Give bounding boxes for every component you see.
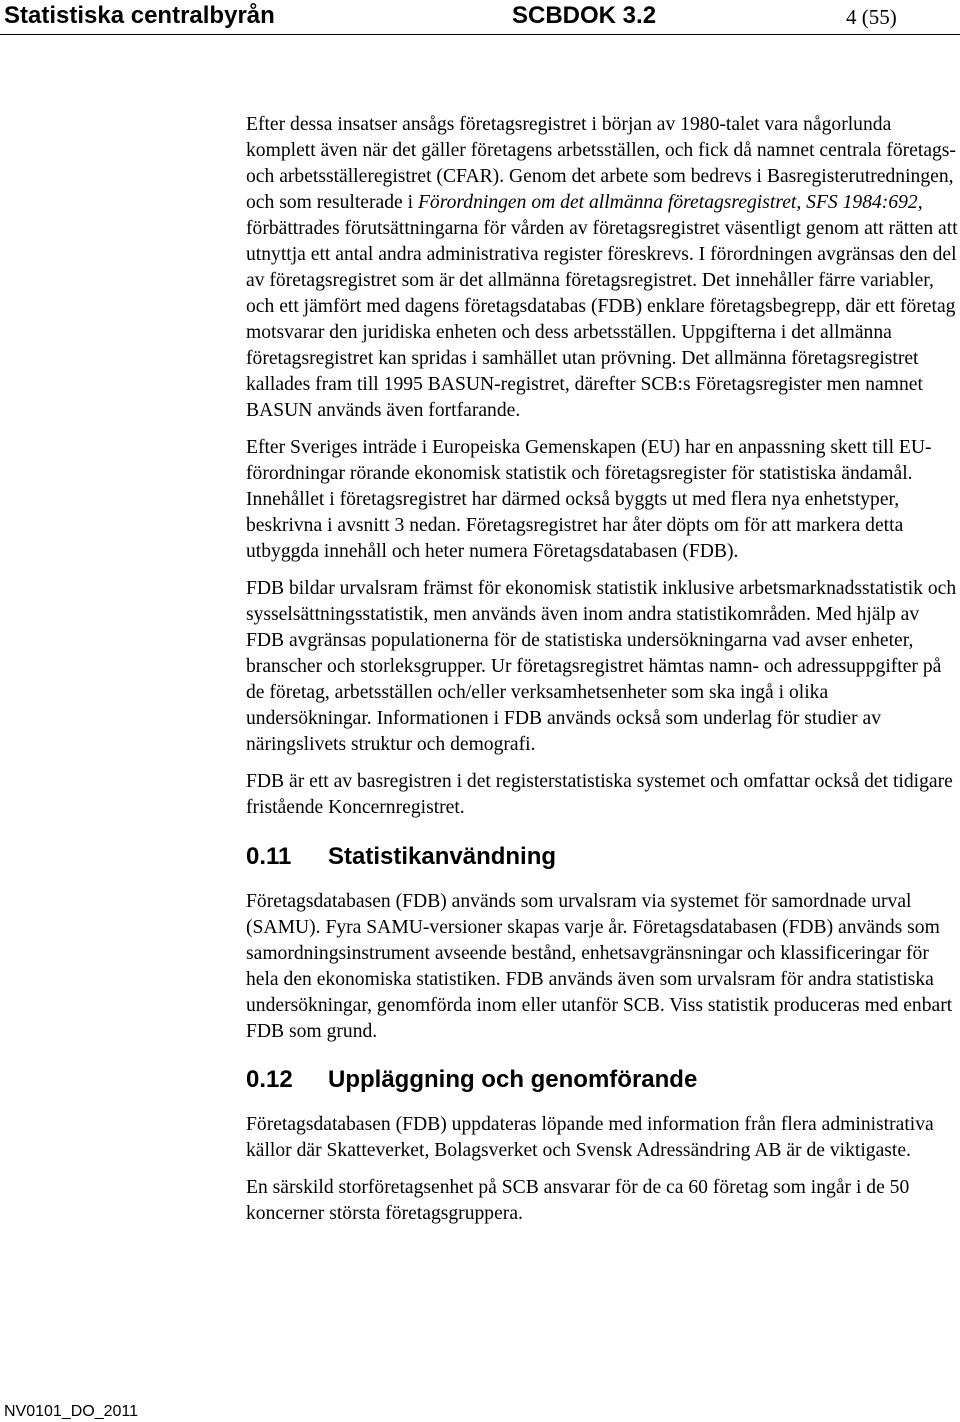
paragraph-base-register: FDB är ett av basregistren i det registerstatistiska systemet och omfattar också det tidigare fristående Koncernregistret. bbox=[246, 771, 953, 818]
document-code: SCBDOK 3.2 bbox=[512, 2, 657, 29]
paragraph-eu-adaptation: Efter Sveriges inträde i Europeiska Gemenskapen (EU) har en anpassning skett till EU-förordningar rörande ekonomisk statistik och företagsregister för statistiska ändamål. Innehållet i företagsregistret har därmed också byggts ut med flera nya enhetstyper, beskrivna i avsnitt 3 nedan. Företagsregistret har åter döpts om för att markera detta utbyggda innehåll och heter numera Företagsdatabasen (FDB). bbox=[246, 437, 932, 562]
section-heading-statistics-use bbox=[246, 842, 958, 872]
page-number: 4 (55) bbox=[846, 5, 897, 29]
section-heading-implementation bbox=[246, 1065, 958, 1095]
ordinance-title: Förordningen om det allmänna företagsregistret, SFS 1984:692 bbox=[417, 192, 918, 213]
paragraph-sources: Företagsdatabasen (FDB) uppdateras löpande med information från flera administrativa källor där Skatteverket, Bolagsverket och Svensk Adressändring AB är de viktigaste. bbox=[246, 1114, 934, 1161]
paragraph-statistics-use: Företagsdatabasen (FDB) används som urvalsram via systemet för samordnade urval (SAMU). Fyra SAMU-versioner skapas varje år. Företagsdatabasen (FDB) används som samordningsinstrument avseende bestånd, enhetsavgränsningar och klassificeringar för hela den ekonomiska statistiken. FDB används även som urvalsram för andra statistiska undersökningar, genomförda inom eller utanför SCB. Viss statistik produceras med enbart FDB som grund. bbox=[246, 891, 953, 1042]
paragraph-large-enterprises: En särskild storföretagsenhet på SCB ansvarar för de ca 60 företag som ingår i de 50 koncerner största företagsgruppera. bbox=[246, 1177, 910, 1224]
organization-name: Statistiska centralbyrån bbox=[4, 2, 275, 29]
paragraph-text: Efter dessa insatser ansågs företagsregistret i början av 1980-talet vara någorlunda komplett även när det gäller företagens arbetsställen, och fick då namnet centrala företags- och arbetsställeregistret (CFAR). Genom det arbete som bedrevs i Basregisterutredningen, och som resulterade i bbox=[246, 114, 956, 213]
paragraph-fdb-sampling-frame: FDB bildar urvalsram främst för ekonomisk statistik inklusive arbetsmarknadsstatistik och sysselsättningsstatistik, men används även inom andra statistikområden. Med hjälp av FDB avgränsas populationerna för de statistiska undersökningarna vad avser enheter, branscher och storleksgrupper. Ur företagsregistret hämtas namn- och adressuppgifter på de företag, arbetsställen och/eller verksamhetsenheter som ska ingå i olika undersökningar. Informationen i FDB används också som underlag för studier av näringslivets struktur och demografi. bbox=[246, 578, 957, 755]
document-body bbox=[246, 112, 958, 1227]
section-title: Uppläggning och genomförande bbox=[328, 1066, 698, 1093]
page-footer-code: NV0101_DO_2011 bbox=[4, 1403, 139, 1420]
paragraph-text: , förbättrades förutsättningarna för vården av företagsregistret väsentligt genom att rätten att utnyttja ett antal andra administrativa register föreskrevs. I förordningen avgränsas den del av företagsregistret som är det allmänna företagsregistret. Det innehåller färre variabler, och ett jämfört med dagens företagsdatabas (FDB) enklare företagsbegrepp, där ett företag motsvarar den juridiska enheten och dess arbetsställen. Uppgifterna i det allmänna företagsregistret kan spridas i samhället utan prövning. Det allmänna företagsregistret kallades fram till 1995 BASUN-registret, därefter SCB:s Företagsregister men namnet BASUN används även fortfarande. bbox=[246, 192, 958, 421]
section-title: Statistikanvändning bbox=[328, 843, 557, 870]
page-header bbox=[0, 0, 960, 34]
section-number: 0.11 bbox=[246, 843, 292, 870]
section-number: 0.12 bbox=[246, 1066, 293, 1093]
paragraph-cfar-history bbox=[246, 112, 958, 424]
header-divider bbox=[0, 34, 960, 35]
